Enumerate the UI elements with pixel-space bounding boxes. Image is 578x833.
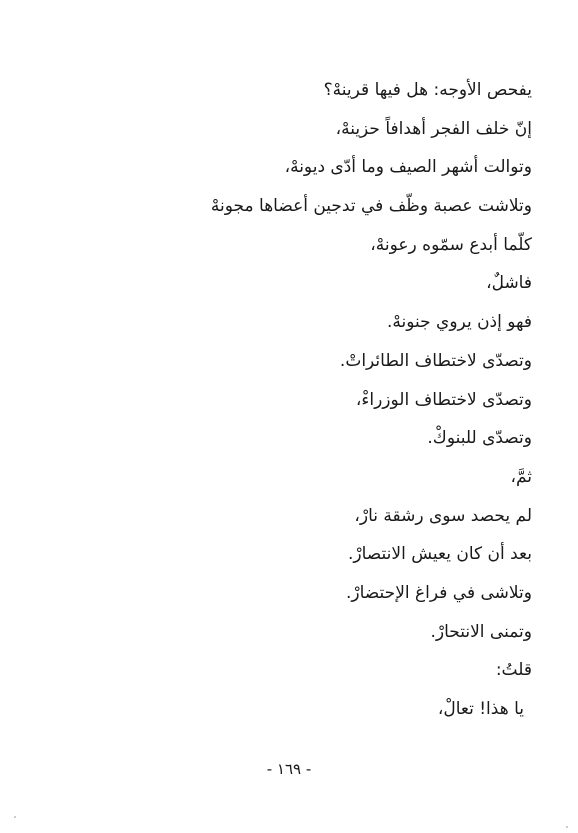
poem-line: وتلاشت عصبة وظّف في تدجين أعضاها مجونهْ bbox=[210, 196, 532, 217]
poem-line: ثمَّ، bbox=[510, 466, 532, 487]
poem-line: قلتُ: bbox=[495, 660, 532, 681]
poem-line: يا هذا! تعالْ، bbox=[437, 699, 524, 719]
poem-line: لم يحصد سوى رشقة نارْ، bbox=[354, 505, 532, 526]
poem-text bbox=[52, 74, 532, 732]
poem-line: فهو إذن يروي جنونهْ. bbox=[386, 312, 532, 333]
poem-line: كلّما أبدع سمّوه رعونهْ، bbox=[370, 234, 532, 255]
poem-line: يفحص الأوجه: هل فيها قرينهْ؟ bbox=[323, 80, 532, 100]
scan-speck bbox=[566, 826, 568, 828]
poem-line: وتصدّى لاختطاف الطائراتْ. bbox=[339, 350, 532, 371]
poem-line: بعد أن كان يعيش الانتصارْ. bbox=[348, 544, 532, 565]
page-number: - ١٦٩ - bbox=[266, 760, 312, 778]
poem-line: وتوالت أشهر الصيف وما أدّى ديونهْ، bbox=[284, 157, 532, 178]
poem-line: وتصدّى للبنوكْ. bbox=[427, 428, 532, 449]
poem-line: وتصدّى لاختطاف الوزراءْ، bbox=[355, 389, 532, 410]
poem-line: فاشلٌ، bbox=[486, 273, 532, 294]
poem-line: إنّ خلف الفجر أهدافاً حزينهْ، bbox=[335, 118, 532, 139]
poem-line: وتلاشى في فراغ الإحتضارْ. bbox=[346, 582, 532, 603]
poem-line: وتمنى الانتحارْ. bbox=[430, 621, 532, 642]
scan-speck bbox=[14, 816, 16, 818]
